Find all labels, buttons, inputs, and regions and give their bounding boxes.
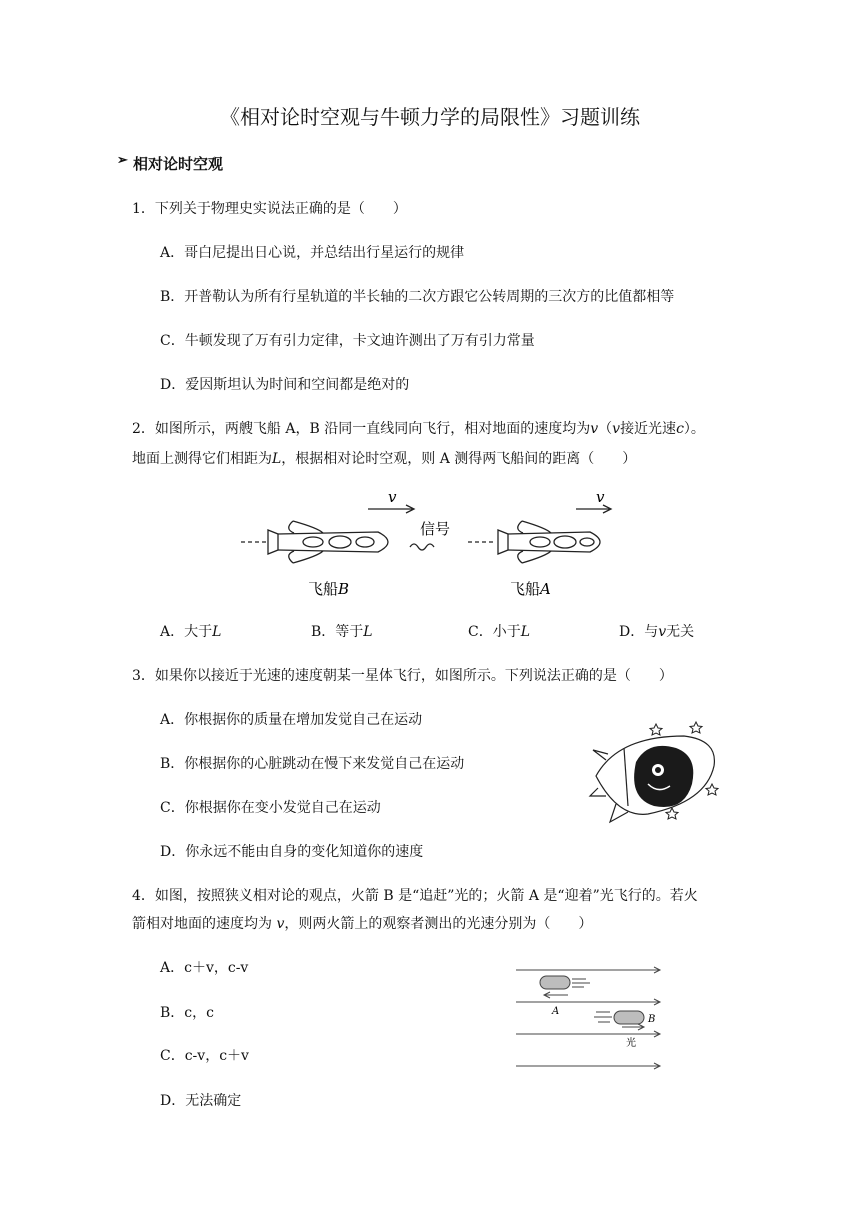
fig-light-label: 光 [626, 1038, 636, 1049]
q2-var-v: v [590, 421, 599, 437]
question-3-option-b: B．你根据你的心脏跳动在慢下来发觉自己在运动 [160, 756, 465, 772]
question-2-stem-line2 [132, 449, 636, 469]
fig-velocity-label-b: v [388, 488, 397, 506]
question-4-option-d: D．无法确定 [160, 1093, 242, 1109]
fig-rocket-b-label: B [648, 1014, 656, 1025]
q2-stem-text: 2．如图所示，两艘飞船 A，B 沿同一直线同向飞行，相对地面的速度均为 [132, 421, 591, 437]
question-3-option-d: D．你永远不能由自身的变化知道你的速度 [160, 844, 424, 860]
fig-ship-b-label: 飞船B [308, 580, 350, 598]
q2-line2-pre: 地面上测得它们相距为 [132, 451, 272, 467]
fig-ship-a-label: 飞船A [510, 580, 551, 598]
q2-var-c: c [676, 421, 684, 437]
question-2-stem-line1 [132, 419, 705, 439]
q2-var-v2: v [612, 421, 621, 437]
section-heading [117, 153, 224, 174]
question-1-option-a: A．哥白尼提出日心说，并总结出行星运行的规律 [160, 245, 465, 261]
q2-paren: （ [598, 421, 613, 437]
page-title: 《相对论时空观与牛顿力学的局限性》习题训练 [220, 105, 640, 129]
question-1-option-c: C．牛顿发现了万有引力定律，卡文迪许测出了万有引力常量 [160, 333, 535, 349]
question-4-option-b: B．c，c [160, 1005, 214, 1021]
question-2-option-c: C．小于L [468, 624, 531, 640]
question-2-option-b: B．等于L [311, 624, 373, 640]
question-1-stem: 1．下列关于物理史实说法正确的是（ ） [132, 201, 407, 217]
question-2-option-a: A．大于L [160, 624, 222, 640]
question-2-option-d: D．与v无关 [619, 624, 695, 640]
spaceship-figure [238, 484, 618, 606]
q2-near-light: 接近光速 [620, 421, 677, 437]
question-3-stem: 3．如果你以接近于光速的速度朝某一星体飞行，如图所示。下列说法正确的是（ ） [132, 668, 673, 684]
question-4-stem-line2: 箭相对地面的速度均为 v，则两火箭上的观察者测出的光速分别为（ ） [132, 916, 593, 932]
fig-velocity-label-a: v [596, 488, 605, 506]
question-3-option-c: C．你根据你在变小发觉自己在运动 [160, 800, 381, 816]
question-1-option-d: D．爱因斯坦认为时间和空间都是绝对的 [160, 377, 410, 393]
question-3-option-a: A．你根据你的质量在增加发觉自己在运动 [160, 712, 423, 728]
rockets-light-figure [514, 962, 666, 1072]
rocket-to-star-figure [588, 718, 728, 830]
question-4-option-c: C．c-v，c＋v [160, 1048, 249, 1064]
q2-line2-post: ，根据相对论时空观，则 A 测得两飞船间的距离（ ） [281, 451, 637, 467]
fig-rocket-a-label: A [552, 1006, 560, 1017]
section-label: 相对论时空观 [133, 155, 224, 173]
arrow-bullet-icon: ➢ [117, 153, 128, 168]
fig-signal-label: 信号 [420, 520, 451, 538]
question-4-stem-line1: 4．如图，按照狭义相对论的观点，火箭 B 是“追赶”光的；火箭 A 是“迎着”光飞行的。若火 [132, 888, 698, 904]
q2-end: ）。 [683, 421, 705, 437]
question-4-option-a: A．c＋v，c-v [160, 960, 249, 976]
q2-var-l: L [272, 451, 282, 467]
question-1-option-b: B．开普勒认为所有行星轨道的半长轴的二次方跟它公转周期的三次方的比值都相等 [160, 289, 675, 305]
